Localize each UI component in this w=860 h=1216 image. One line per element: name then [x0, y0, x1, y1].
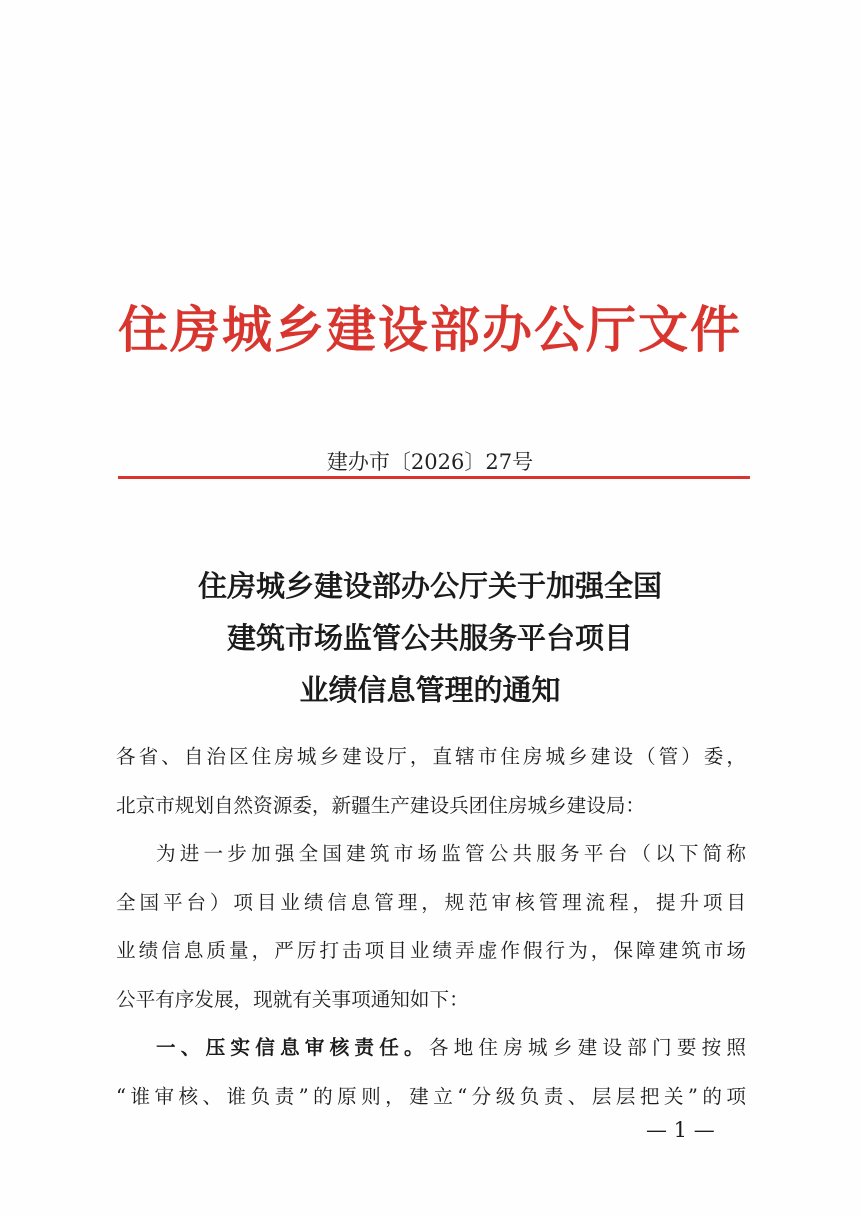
document-number: 建办市〔2026〕27号: [326, 450, 534, 474]
issuer-title: 住房城乡建设部办公厅文件: [118, 300, 742, 359]
section-1-line: “谁审核、谁负责”的原则，建立“分级负责、层层把关”的项: [116, 1084, 746, 1108]
red-separator-line: [118, 476, 750, 479]
intro-line: 全国平台）项目业绩信息管理，规范审核管理流程，提升项目: [116, 890, 746, 914]
notice-title-line: 住房城乡建设部办公厅关于加强全国: [197, 569, 662, 603]
intro-line: 业绩信息质量，严厉打击项目业绩弄虚作假行为，保障建筑市场: [116, 939, 746, 962]
section-1-text: 各地住房城乡建设部门要按照: [428, 1036, 747, 1059]
intro-line: 为进一步加强全国建筑市场监管公共服务平台（以下简称: [156, 842, 746, 865]
section-1-heading: 一、压实信息审核责任。: [156, 1036, 429, 1059]
addressee-line: 各省、自治区住房城乡建设厅，直辖市住房城乡建设（管）委，: [116, 745, 746, 768]
notice-body: [116, 733, 746, 1121]
notice-title: [0, 560, 860, 716]
notice-title-line: 业绩信息管理的通知: [299, 673, 561, 707]
intro-line: 公平有序发展，现就有关事项通知如下：: [116, 987, 469, 1011]
page-number: — 1 —: [646, 1118, 715, 1142]
notice-title-line: 建筑市场监管公共服务平台项目: [226, 621, 633, 655]
section-1-line: [116, 1024, 746, 1073]
addressee-line: 北京市规划自然资源委，新疆生产建设兵团住房城乡建设局：: [116, 793, 646, 817]
